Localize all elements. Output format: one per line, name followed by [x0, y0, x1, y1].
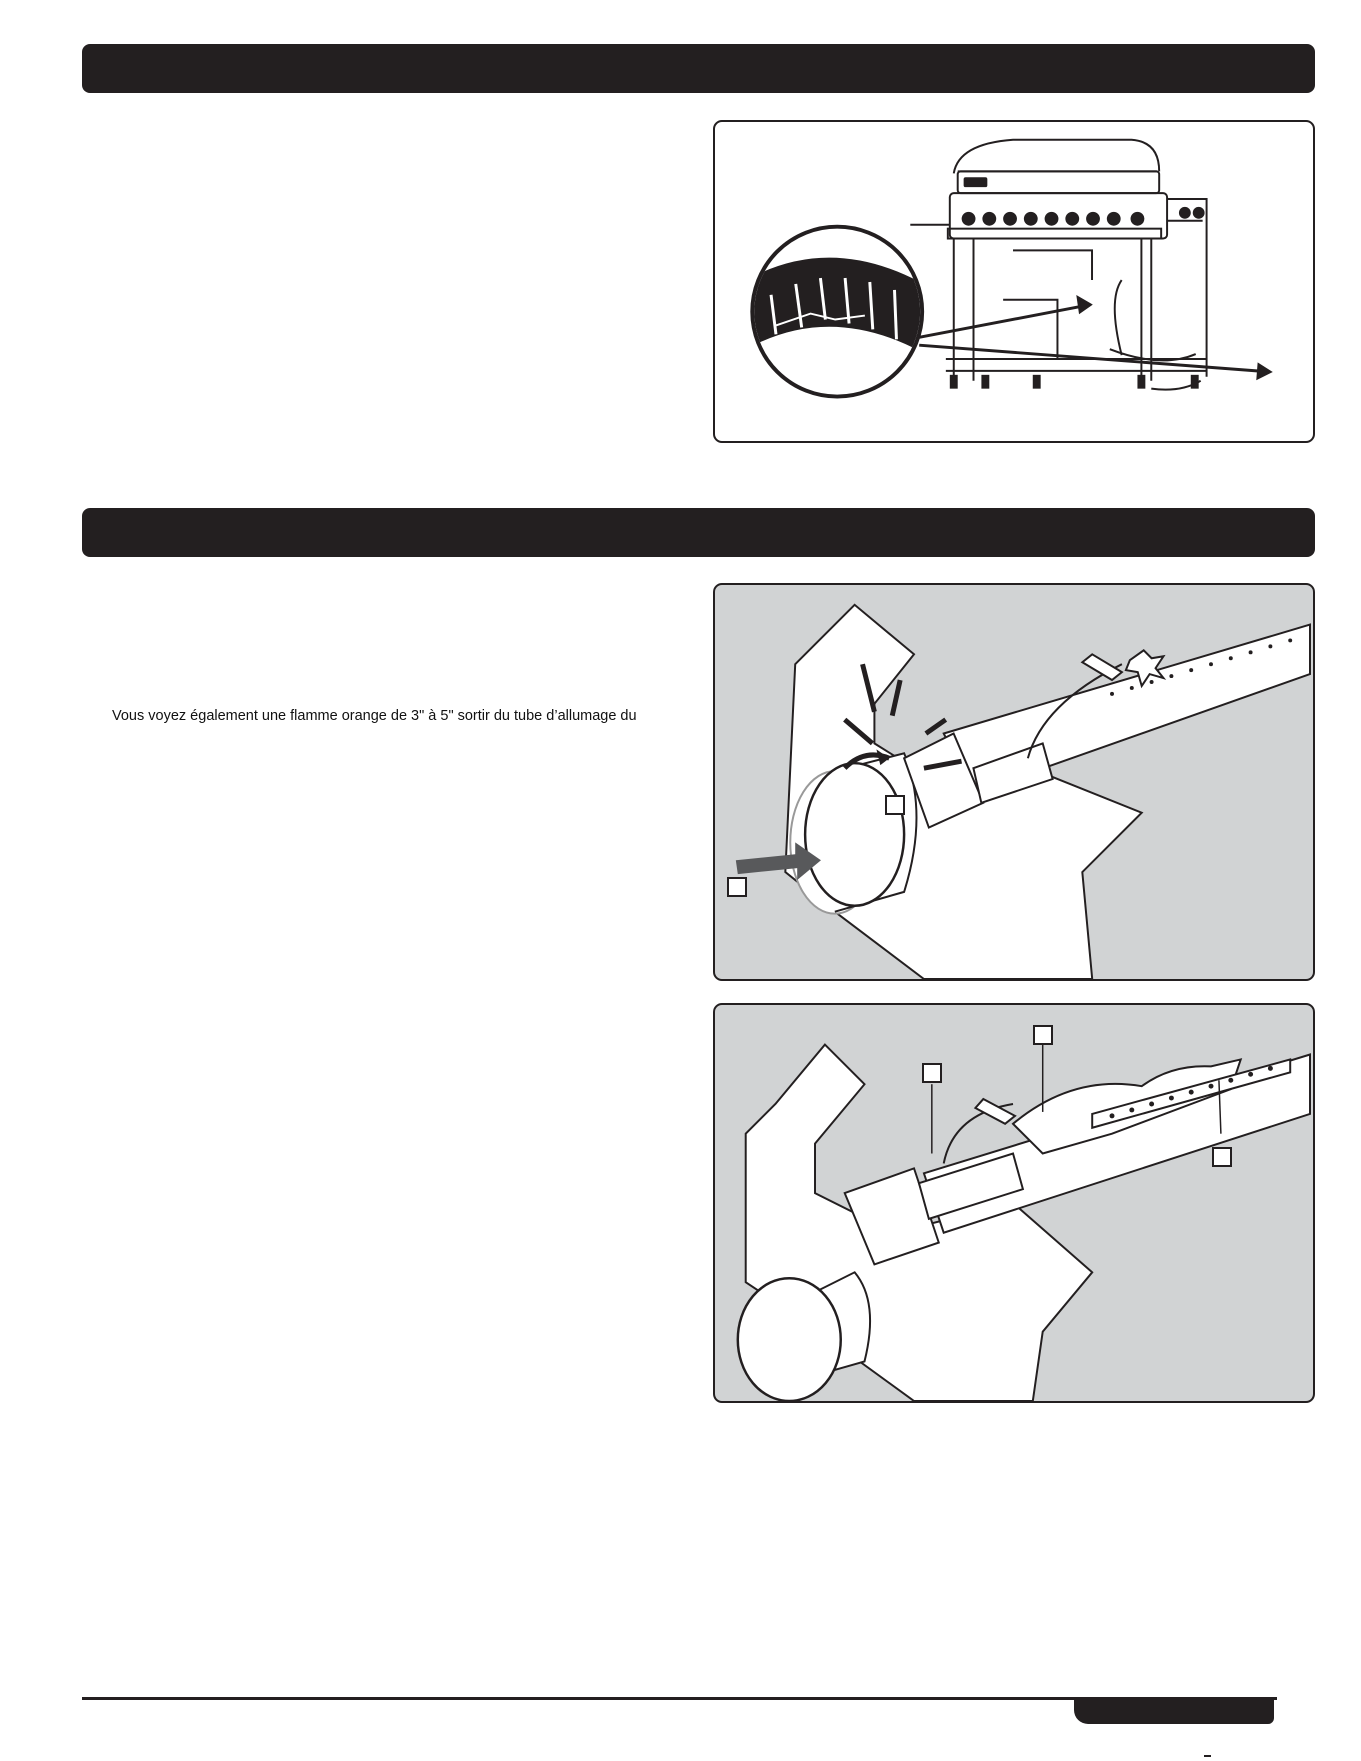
- section-header-bar: [82, 508, 1315, 557]
- burner-valve-illustration-icon: [715, 585, 1313, 979]
- grill-illustration-icon: [715, 122, 1313, 441]
- footer-page-tab: [1074, 1699, 1274, 1724]
- callout-box: [1212, 1147, 1232, 1167]
- burner-ignition-figure: [713, 583, 1315, 981]
- burner-flame-figure: [713, 1003, 1315, 1403]
- footer-mark: [1204, 1755, 1211, 1757]
- burner-flame-illustration-icon: [715, 1005, 1313, 1401]
- body-paragraph: Vous voyez également une flamme orange de 3" à 5" sortir du tube d’allumage du: [112, 708, 637, 724]
- section-header-bar: [82, 44, 1315, 93]
- callout-box: [1033, 1025, 1053, 1045]
- callout-box: [727, 877, 747, 897]
- grill-inspection-figure: [713, 120, 1315, 443]
- callout-box: [885, 795, 905, 815]
- callout-box: [922, 1063, 942, 1083]
